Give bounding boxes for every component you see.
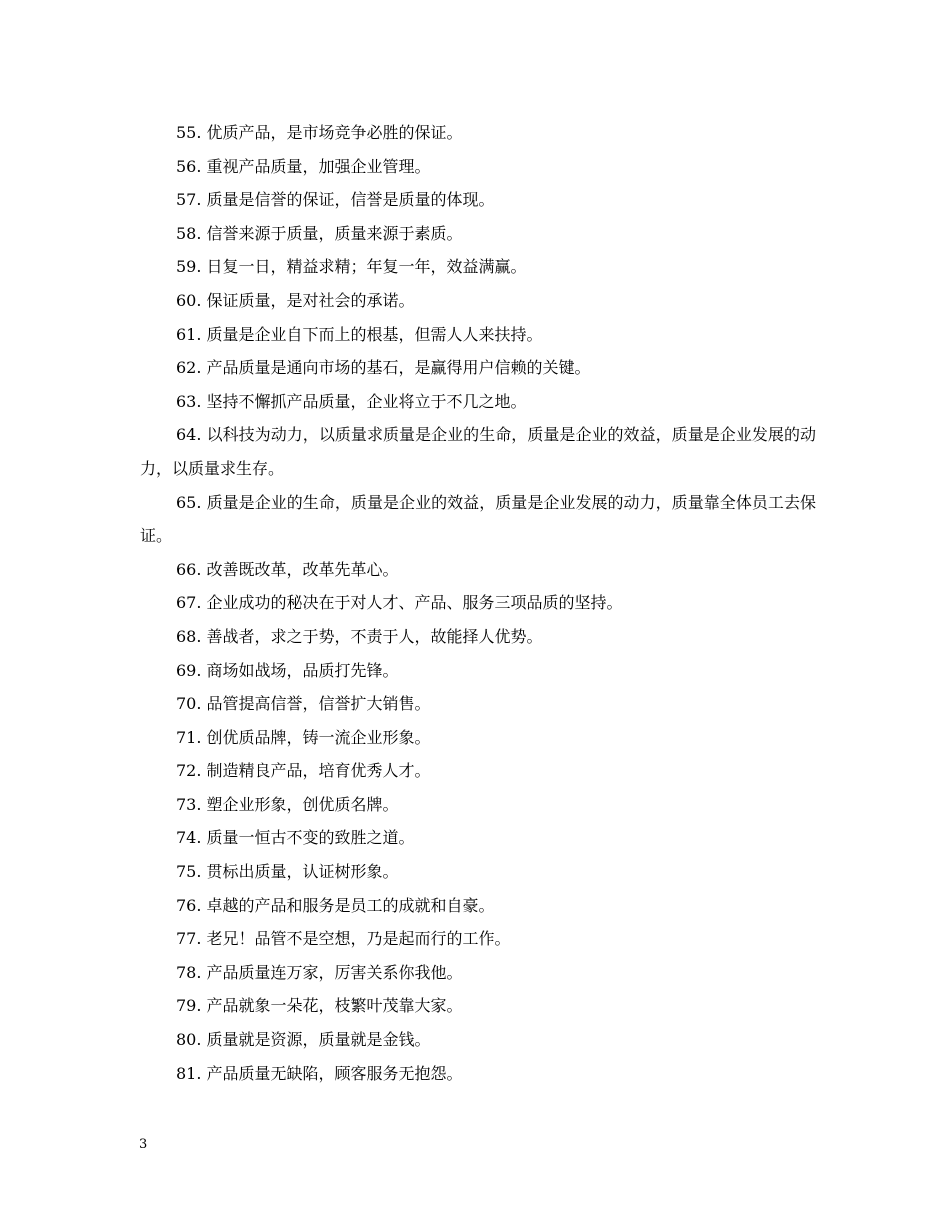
list-item [140,418,816,485]
list-item [140,150,816,184]
item-number: 77. [176,929,202,949]
item-text: 改善既改革，改革先革心。 [206,559,399,579]
item-text: 日复一日，精益求精；年复一年，效益满赢。 [206,257,527,277]
list-item [140,889,816,923]
item-number: 57. [176,190,202,210]
list-item [140,788,816,822]
list-item [140,586,816,620]
page-number: 3 [139,1137,148,1152]
item-number: 60. [176,290,202,310]
item-text: 产品质量是通向市场的基石，是赢得用户信赖的关键。 [206,358,591,378]
item-number: 67. [176,593,202,613]
list-item [140,620,816,654]
item-number: 75. [176,862,202,882]
item-number: 79. [176,996,202,1016]
list-item [140,956,816,990]
item-text: 创优质品牌，铸一流企业形象。 [206,727,431,747]
item-number: 70. [176,694,202,714]
list-item [140,284,816,318]
list-item [140,989,816,1023]
list-item [140,1023,816,1057]
list-item [140,821,816,855]
list-item [140,922,816,956]
item-text: 信誉来源于质量，质量来源于素质。 [206,223,463,243]
item-text: 质量一恒古不变的致胜之道。 [206,828,415,848]
item-text: 坚持不懈抓产品质量，企业将立于不几之地。 [206,391,527,411]
item-text: 制造精良产品，培育优秀人才。 [206,761,431,781]
item-text: 产品质量连万家，厉害关系你我他。 [206,962,463,982]
slogan-list [140,116,816,1090]
item-number: 55. [176,123,202,142]
item-text: 保证质量，是对社会的承诺。 [206,290,415,310]
item-text: 品管提高信誉，信誉扩大销售。 [206,694,431,714]
item-number: 61. [176,324,202,344]
item-text: 善战者，求之于势，不责于人，故能择人优势。 [206,626,543,646]
item-text: 塑企业形象，创优质名牌。 [206,794,399,814]
list-item [140,553,816,587]
item-number: 72. [176,761,202,781]
list-item [140,116,816,150]
item-text: 质量就是资源，质量就是金钱。 [206,1030,431,1050]
item-text: 产品质量无缺陷，顾客服务无抱怨。 [206,1063,463,1083]
list-item [140,318,816,352]
item-text: 企业成功的秘决在于对人才、产品、服务三项品质的坚持。 [206,593,623,613]
item-number: 64. [176,425,202,445]
list-item [140,687,816,721]
item-text: 以科技为动力，以质量求质量是企业的生命，质量是企业的效益，质量是企业发展的动力，以质量求生存。 [140,425,816,478]
list-item [140,1057,816,1091]
item-number: 66. [176,559,202,579]
item-number: 58. [176,223,202,243]
list-item [140,385,816,419]
list-item [140,250,816,284]
item-number: 73. [176,794,202,814]
item-number: 78. [176,962,202,982]
item-number: 65. [176,492,202,512]
item-text: 质量是企业自下而上的根基，但需人人来扶持。 [206,324,543,344]
list-item [140,721,816,755]
list-item [140,654,816,688]
item-number: 59. [176,257,202,277]
item-text: 质量是信誉的保证，信誉是质量的体现。 [206,190,495,210]
item-number: 80. [176,1030,202,1050]
item-number: 62. [176,358,202,378]
item-number: 56. [176,156,202,176]
item-text: 产品就象一朵花，枝繁叶茂靠大家。 [206,996,463,1016]
item-number: 81. [176,1063,202,1083]
item-text: 重视产品质量，加强企业管理。 [206,156,431,176]
item-text: 质量是企业的生命，质量是企业的效益，质量是企业发展的动力，质量靠全体员工去保证。 [140,492,816,546]
item-number: 68. [176,626,202,646]
list-item [140,183,816,217]
item-number: 71. [176,727,202,747]
item-number: 63. [176,391,202,411]
list-item [140,351,816,385]
item-text: 卓越的产品和服务是员工的成就和自豪。 [206,895,495,915]
list-item [140,855,816,889]
list-item [140,486,816,553]
list-item [140,754,816,788]
item-text: 商场如战场，品质打先锋。 [206,660,399,680]
item-number: 74. [176,828,202,848]
list-item [140,217,816,251]
item-number: 76. [176,895,202,915]
item-text: 老兄！品管不是空想，乃是起而行的工作。 [206,929,511,949]
item-text: 贯标出质量，认证树形象。 [206,862,399,882]
item-text: 优质产品，是市场竞争必胜的保证。 [206,123,463,142]
item-number: 69. [176,660,202,680]
